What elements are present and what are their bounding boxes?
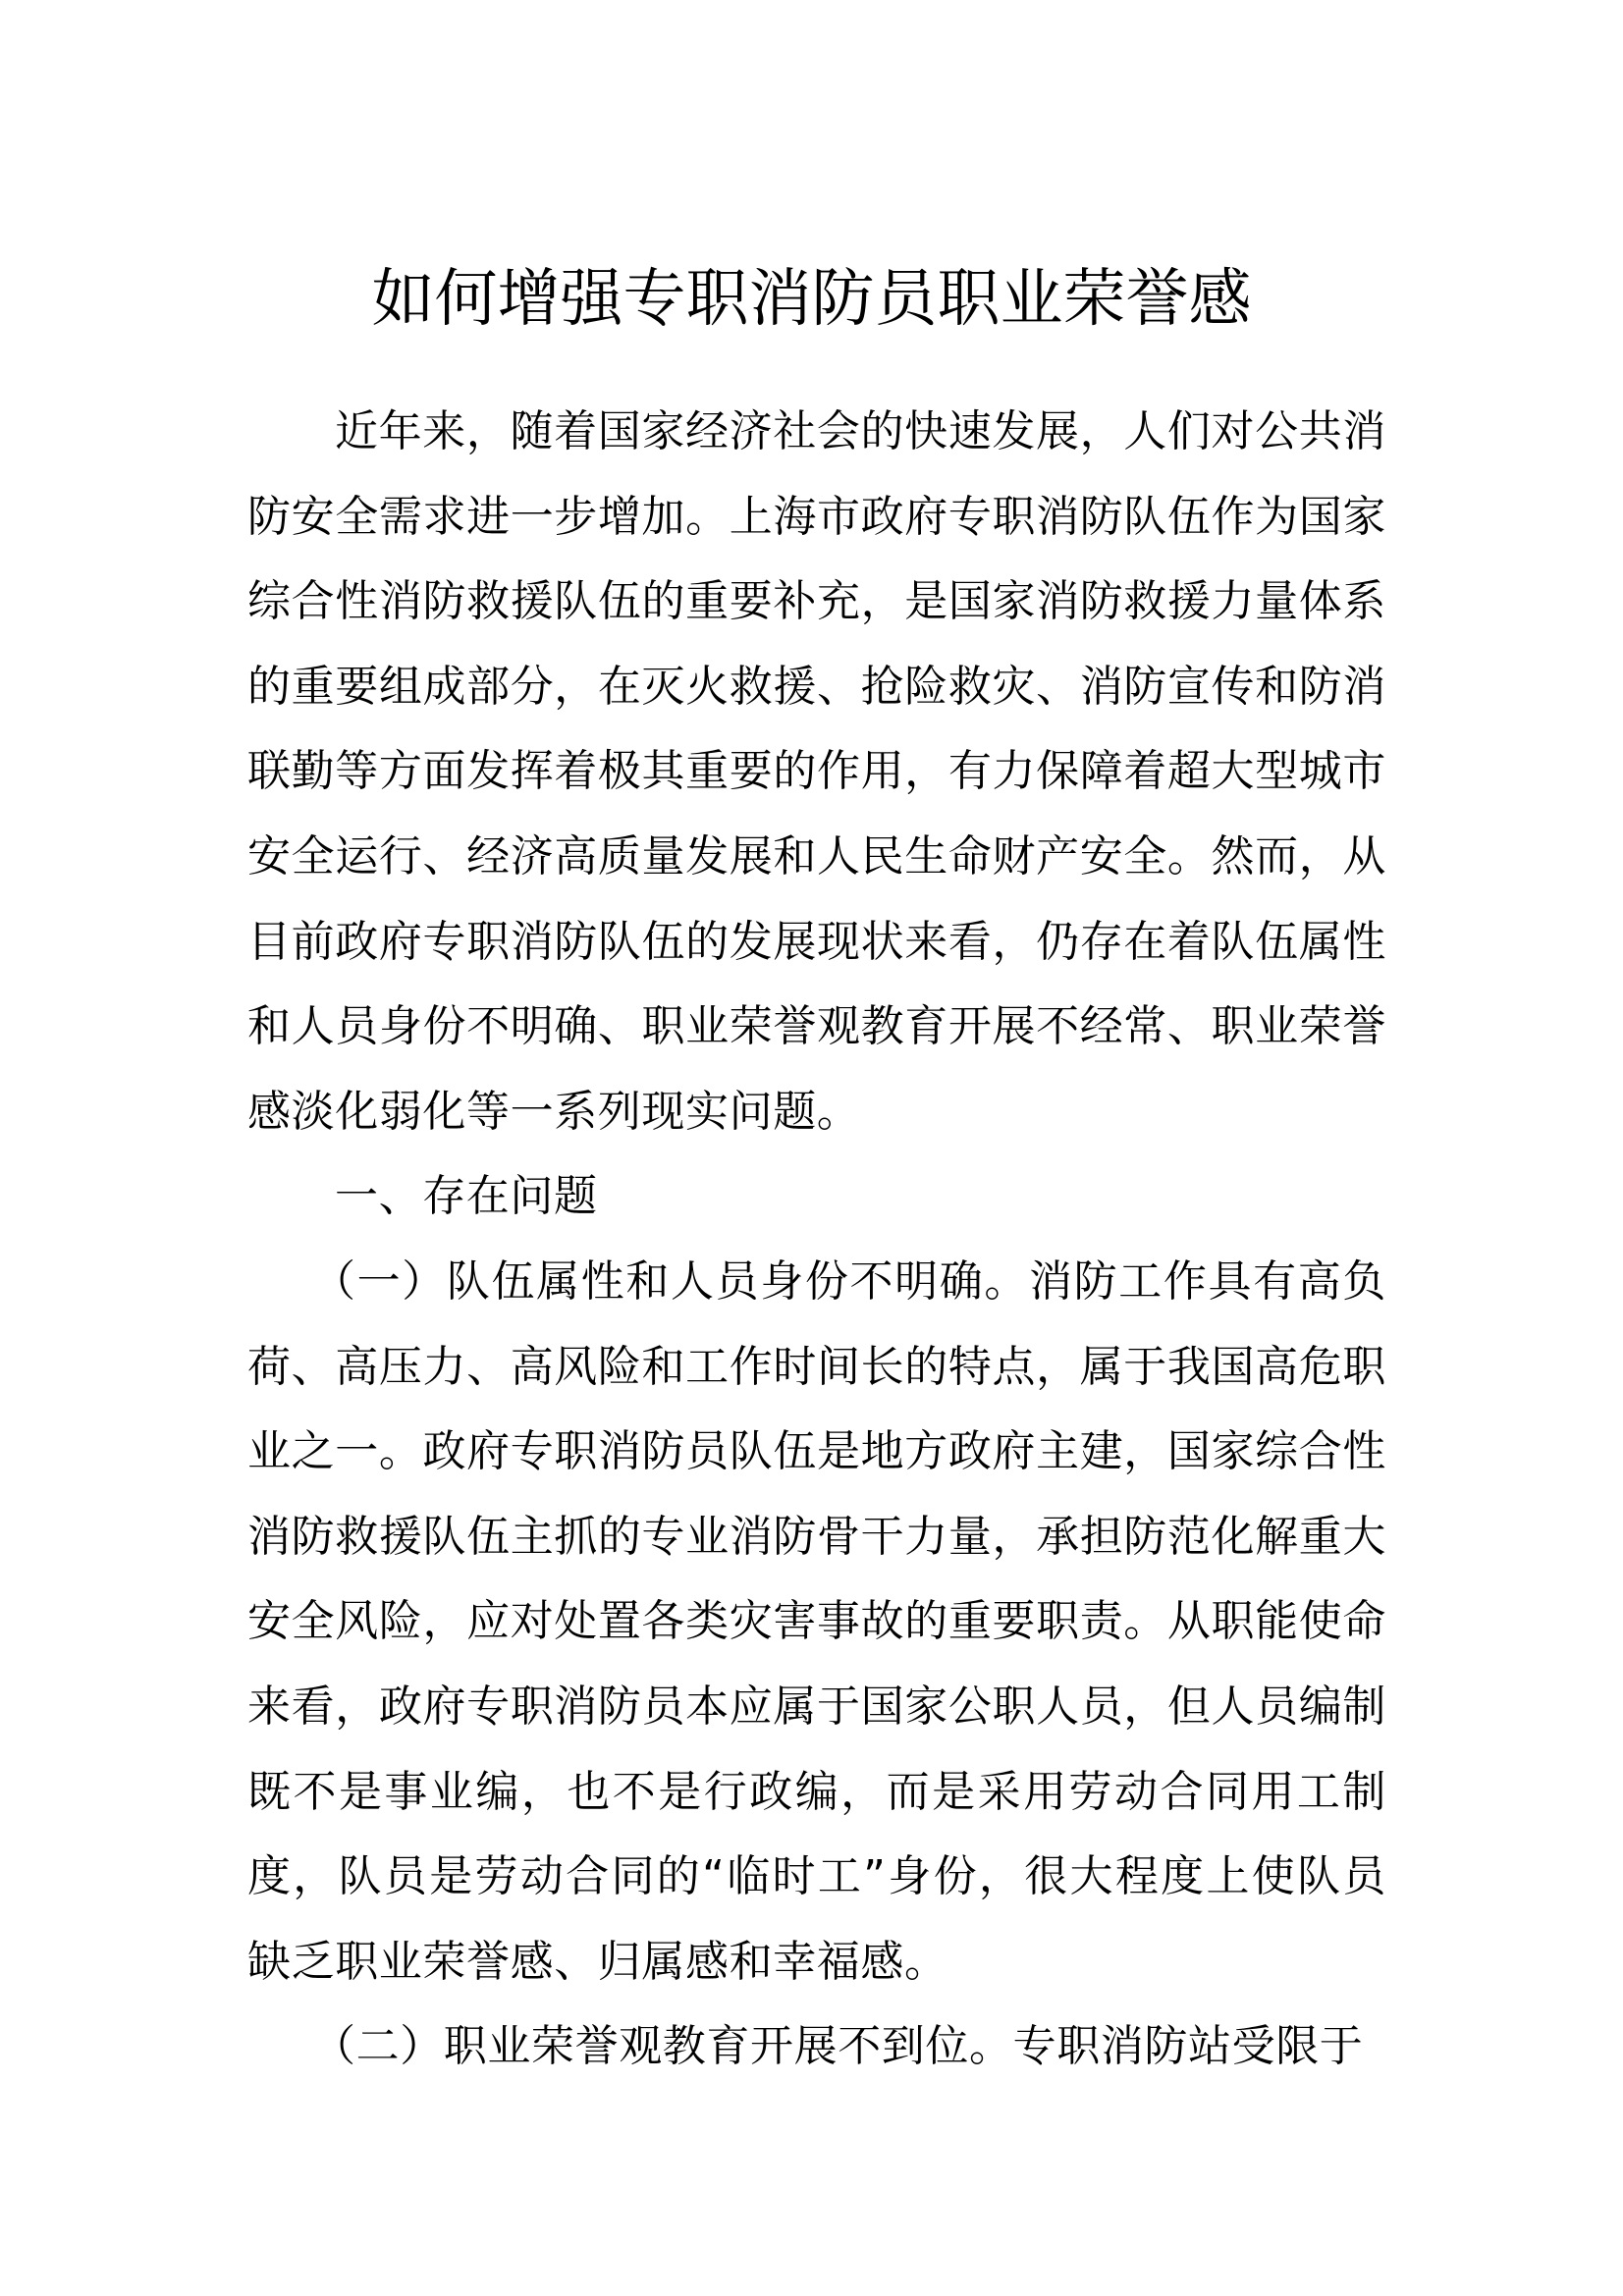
problem-1-paragraph: （一）队伍属性和人员身份不明确。消防工作具有高负荷、高压力、高风险和工作时间长的特点，属于我国高危职业之一。政府专职消防员队伍是地方政府主建，国家综合性消防救援队伍主抓的专业消防骨干力量，承担防范化解重大安全风险，应对处置各类灾害事故的重要职责。从职能使命来看，政府专职消防员本应属于国家公职人员，但人员编制既不是事业编，也不是行政编，而是采用劳动合同用工制度，队员是劳动合同的“临时工”身份，很大程度上使队员缺乏职业荣誉感、归属感和幸福感。 <box>247 1255 1386 1987</box>
document-body <box>247 390 1386 2090</box>
document-title: 如何增强专职消防员职业荣誉感 <box>371 262 1252 336</box>
problem-2-paragraph: （二）职业荣誉观教育开展不到位。专职消防站受限于 <box>312 2021 1364 2072</box>
intro-paragraph: 近年来，随着国家经济社会的快速发展，人们对公共消防安全需求进一步增加。上海市政府专职消防队伍作为国家综合性消防救援队伍的重要补充，是国家消防救援力量体系的重要组成部分，在灭火救援、抢险救灾、消防宣传和防消联勤等方面发挥着极其重要的作用，有力保障着超大型城市安全运行、经济高质量发展和人民生命财产安全。然而，从目前政府专职消防队伍的发展现状来看，仍存在着队伍属性和人员身份不明确、职业荣誉观教育开展不经常、职业荣誉感淡化弱化等一系列现实问题。 <box>247 406 1386 1137</box>
section-heading-problems: 一、存在问题 <box>335 1171 598 1222</box>
